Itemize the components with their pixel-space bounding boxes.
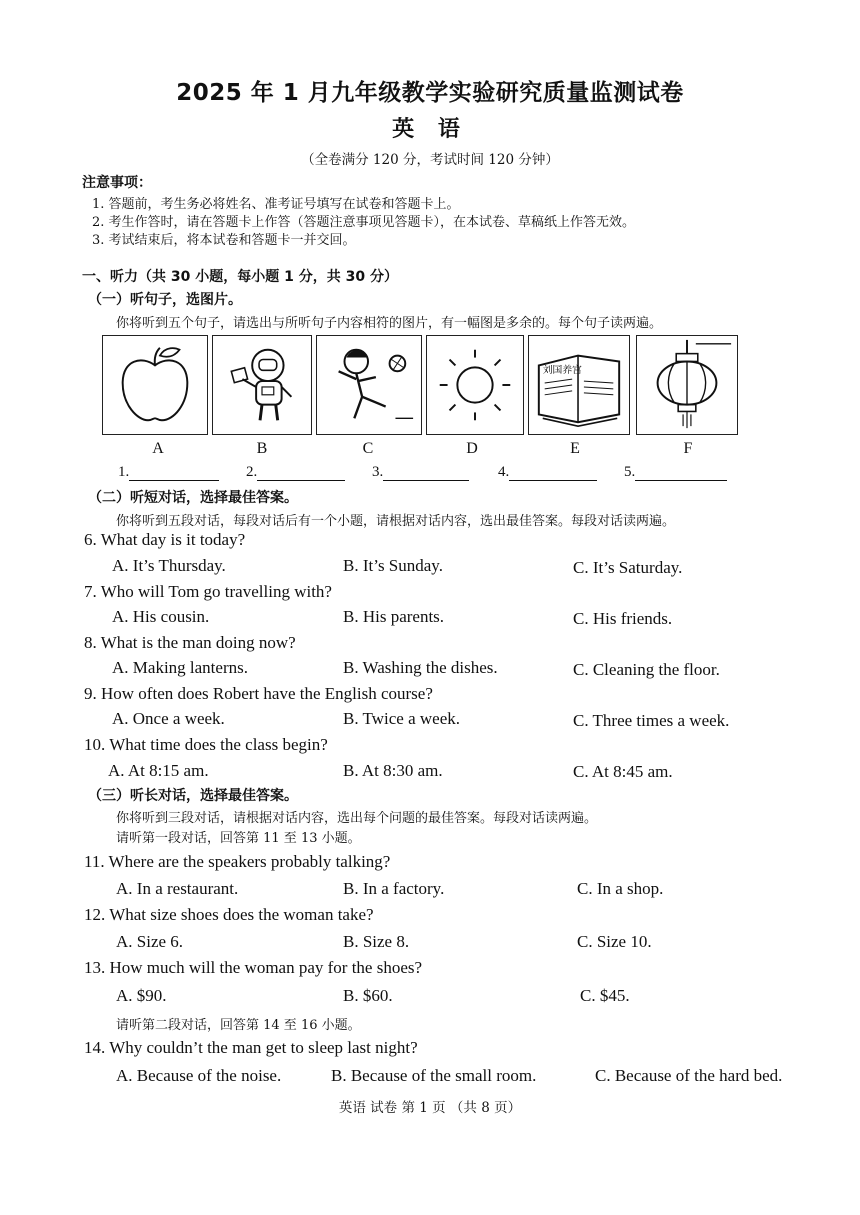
answer-blank[interactable] bbox=[372, 464, 469, 481]
option-a[interactable]: A. In a restaurant. bbox=[116, 879, 239, 898]
option-a[interactable]: A. His cousin. bbox=[112, 607, 210, 626]
option-c[interactable]: C. Size 10. bbox=[577, 932, 652, 951]
option-a[interactable]: A. It’s Thursday. bbox=[112, 556, 226, 575]
option-b[interactable]: B. In a factory. bbox=[343, 879, 445, 898]
answer-blank[interactable] bbox=[118, 464, 219, 481]
section-heading: 一、听力（共 30 小题，每小题 1 分，共 30 分） bbox=[82, 269, 398, 285]
book-caption: 刘国养宫 bbox=[542, 365, 582, 377]
blank-number: 3. bbox=[372, 464, 384, 480]
picture-label: A bbox=[152, 440, 164, 457]
question: 6. What day is it today? bbox=[84, 530, 246, 549]
page-footer: 英语 试卷 第 1 页 （共 8 页） bbox=[338, 1100, 522, 1116]
note-item: 1. 答题前，考生务必将姓名、准考证号填写在试卷和答题卡上。 bbox=[92, 197, 460, 212]
blank-number: 4. bbox=[498, 464, 510, 480]
note-item: 3. 考试结束后，将本试卷和答题卡一并交回。 bbox=[92, 233, 356, 248]
picture-c bbox=[316, 335, 422, 435]
picture-e bbox=[528, 335, 630, 435]
option-b[interactable]: B. At 8:30 am. bbox=[343, 761, 443, 780]
option-b[interactable]: B. Washing the dishes. bbox=[343, 658, 498, 677]
blank-number: 2. bbox=[246, 464, 258, 480]
picture-b bbox=[212, 335, 312, 435]
apple-icon bbox=[103, 336, 207, 434]
answer-blank[interactable] bbox=[246, 464, 345, 481]
question: 13. How much will the woman pay for the shoes? bbox=[84, 958, 423, 977]
picture-label: F bbox=[683, 440, 693, 457]
picture-d bbox=[426, 335, 524, 435]
picture-label: B bbox=[256, 440, 268, 457]
option-c[interactable]: C. In a shop. bbox=[577, 879, 664, 898]
picture-f bbox=[636, 335, 738, 435]
dialogue-instruction: 请听第一段对话，回答第 11 至 13 小题。 bbox=[116, 831, 361, 846]
astronaut-icon bbox=[213, 336, 311, 434]
option-b[interactable]: B. His parents. bbox=[343, 607, 445, 626]
option-c[interactable]: C. His friends. bbox=[573, 609, 673, 628]
option-a[interactable]: A. Because of the noise. bbox=[116, 1066, 282, 1085]
option-c[interactable]: C. Cleaning the floor. bbox=[573, 660, 720, 679]
question: 12. What size shoes does the woman take? bbox=[84, 905, 374, 924]
dialogue-instruction: 请听第二段对话，回答第 14 至 16 小题。 bbox=[116, 1018, 361, 1033]
lantern-icon bbox=[637, 336, 737, 434]
option-c[interactable]: C. At 8:45 am. bbox=[573, 762, 673, 781]
part-instruction: 你将听到五段对话，每段对话后有一个小题，请根据对话内容，选出最佳答案。每段对话读两遍。 bbox=[116, 514, 676, 529]
question: 11. Where are the speakers probably talking? bbox=[84, 852, 391, 871]
question: 8. What is the man doing now? bbox=[84, 633, 296, 652]
question: 14. Why couldn’t the man get to sleep last night? bbox=[84, 1038, 418, 1057]
score-info: （全卷满分 120 分，考试时间 120 分钟） bbox=[301, 152, 559, 168]
picture-row bbox=[102, 335, 742, 437]
option-a[interactable]: A. Size 6. bbox=[116, 932, 184, 951]
option-b[interactable]: B. Because of the small room. bbox=[331, 1066, 537, 1085]
note-item: 2. 考生作答时，请在答题卡上作答（答题注意事项见答题卡），在本试卷、草稿纸上作答无效。 bbox=[92, 215, 636, 230]
option-a[interactable]: A. $90. bbox=[116, 986, 167, 1005]
exam-title: 2025 年 1 月九年级教学实验研究质量监测试卷 bbox=[176, 80, 684, 106]
option-c[interactable]: C. Three times a week. bbox=[573, 711, 730, 730]
option-b[interactable]: B. Size 8. bbox=[343, 932, 410, 951]
option-c[interactable]: C. It’s Saturday. bbox=[573, 558, 683, 577]
question: 9. How often does Robert have the English course? bbox=[84, 684, 433, 703]
blank-number: 1. bbox=[118, 464, 130, 480]
exam-subject: 英 语 bbox=[392, 117, 468, 142]
part-heading: （一）听句子，选图片。 bbox=[88, 292, 242, 308]
option-a[interactable]: A. Making lanterns. bbox=[112, 658, 248, 677]
option-b[interactable]: B. $60. bbox=[343, 986, 393, 1005]
part-instruction: 你将听到三段对话，请根据对话内容，选出每个问题的最佳答案。每段对话读两遍。 bbox=[116, 811, 598, 826]
question: 7. Who will Tom go travelling with? bbox=[84, 582, 332, 601]
sun-icon bbox=[427, 336, 523, 434]
option-a[interactable]: A. Once a week. bbox=[112, 709, 225, 728]
picture-label: D bbox=[466, 440, 478, 457]
part-heading: （三）听长对话，选择最佳答案。 bbox=[88, 788, 298, 804]
option-c[interactable]: C. Because of the hard bed. bbox=[595, 1066, 783, 1085]
option-b[interactable]: B. It’s Sunday. bbox=[343, 556, 443, 575]
part-instruction: 你将听到五个句子，请选出与所听句子内容相符的图片，有一幅图是多余的。每个句子读两遍。 bbox=[116, 316, 663, 331]
part-heading: （二）听短对话，选择最佳答案。 bbox=[88, 490, 298, 506]
answer-blank[interactable] bbox=[498, 464, 597, 481]
question: 10. What time does the class begin? bbox=[84, 735, 328, 754]
answer-blank[interactable] bbox=[624, 464, 727, 481]
notes-heading: 注意事项： bbox=[82, 175, 152, 191]
boy-playing-ball-icon bbox=[317, 336, 421, 434]
book-icon bbox=[529, 336, 629, 434]
option-b[interactable]: B. Twice a week. bbox=[343, 709, 460, 728]
option-c[interactable]: C. $45. bbox=[580, 986, 630, 1005]
picture-a bbox=[102, 335, 208, 435]
option-a[interactable]: A. At 8:15 am. bbox=[108, 761, 209, 780]
blank-number: 5. bbox=[624, 464, 636, 480]
picture-label: E bbox=[570, 440, 580, 457]
picture-label: C bbox=[362, 440, 374, 457]
